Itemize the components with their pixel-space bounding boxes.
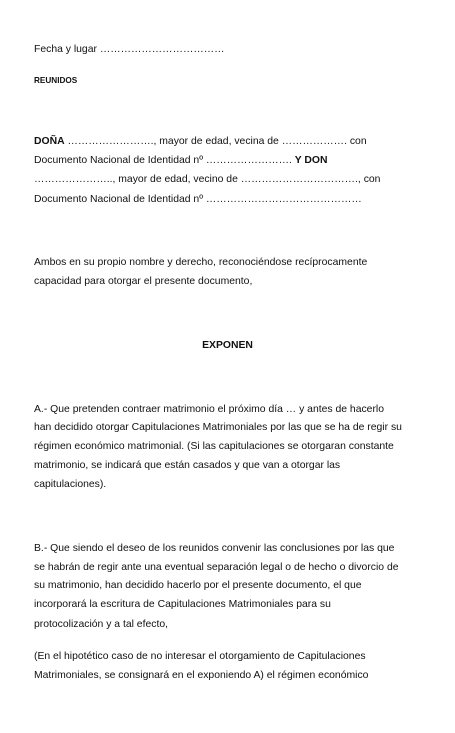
- paragraph-b-line-2: se habrán de regir ante una eventual separación legal o de hecho o divorcio de: [34, 562, 399, 573]
- paragraph-a-line-2: han decidido otorgar Capitulaciones Matrimoniales por las que se ha de regir su: [34, 422, 402, 433]
- paragraph-b-line-4: incorporará la escritura de Capitulaciones Matrimoniales para su: [34, 599, 331, 610]
- paragraph-c-line-2: Matrimoniales, se consignará en el exponiendo A) el régimen económico: [34, 670, 369, 681]
- party-line-2: [34, 154, 328, 167]
- exponen-heading: EXPONEN: [202, 340, 253, 351]
- paragraph-b-line-1: B.- Que siendo el deseo de los reunidos convenir las conclusiones por las que: [34, 543, 395, 554]
- paragraph-a-line-3: régimen económico matrimonial. (Si las capitulaciones se otorgaran constante: [34, 441, 394, 452]
- ambos-line-1: Ambos en su propio nombre y derecho, reconociéndose recíprocamente: [34, 257, 368, 268]
- fecha-lugar-line: Fecha y lugar ………………………………: [34, 44, 225, 55]
- paragraph-a-line-1: A.- Que pretenden contraer matrimonio el próximo día … y antes de hacerlo: [34, 404, 384, 415]
- party-line-1-text: ……………………., mayor de edad, vecina de ………………. con: [64, 136, 367, 147]
- party-line-1: [34, 135, 367, 148]
- don-label: Y DON: [294, 155, 328, 166]
- party-line-3: ………………….., mayor de edad, vecino de ……………………………., con: [34, 174, 381, 185]
- reunidos-heading: REUNIDOS: [34, 76, 78, 85]
- dona-label: DOÑA: [34, 136, 65, 147]
- paragraph-b-line-3: su matrimonio, han decidido hacerlo por el presente documento, el que: [34, 580, 362, 591]
- paragraph-a-line-5: capitulaciones).: [34, 479, 107, 490]
- paragraph-c-line-1: (En el hipotético caso de no interesar el otorgamiento de Capitulaciones: [34, 651, 366, 662]
- paragraph-b-line-5: protocolización y a tal efecto,: [34, 619, 168, 630]
- party-line-4: Documento Nacional de Identidad nº ………………………………………: [34, 194, 362, 205]
- paragraph-a-line-4: matrimonio, se indicará que están casados y que van a otorgar las: [34, 460, 341, 471]
- party-line-2-text: Documento Nacional de Identidad nº …………………….: [34, 155, 295, 166]
- ambos-line-2: capacidad para otorgar el presente documento,: [34, 276, 253, 287]
